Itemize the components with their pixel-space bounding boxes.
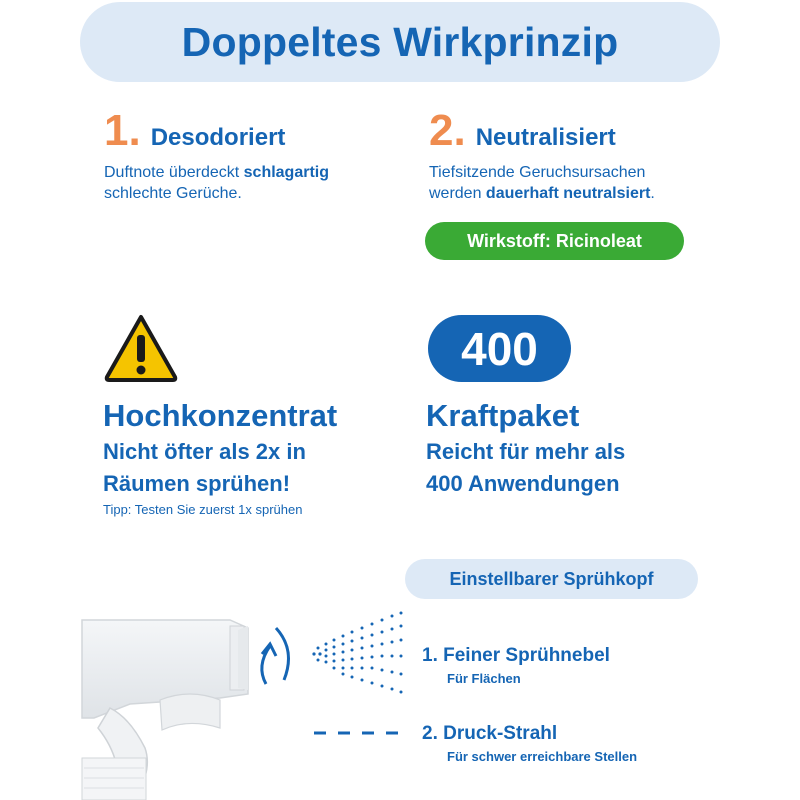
mode-1 bbox=[422, 645, 610, 686]
spray-jet-graphic bbox=[312, 728, 404, 738]
step-1-heading bbox=[104, 106, 404, 156]
step-2-heading bbox=[429, 106, 769, 156]
step-2-text-suffix: . bbox=[650, 185, 655, 202]
step-1-title: Desodoriert bbox=[150, 124, 286, 151]
mode-2 bbox=[422, 723, 637, 764]
page-title: Doppeltes Wirkprinzip bbox=[181, 18, 619, 65]
step-1-block bbox=[104, 106, 404, 204]
spray-mist-graphic bbox=[310, 610, 405, 695]
power-line-1: Reicht für mehr als bbox=[426, 439, 626, 464]
active-ingredient-label: Wirkstoff: Ricinoleat bbox=[467, 230, 642, 251]
step-1-number: 1. bbox=[104, 106, 141, 155]
count-badge bbox=[428, 315, 571, 382]
warning-line-2: Räumen sprühen! bbox=[103, 471, 291, 496]
mode-2-title: 2. Druck-Strahl bbox=[422, 723, 558, 744]
step-1-text-bold: schlagartig bbox=[243, 164, 329, 181]
mode-2-sub: Für schwer erreichbare Stellen bbox=[447, 749, 638, 764]
spray-nozzle-image bbox=[70, 608, 310, 800]
active-ingredient-badge bbox=[425, 222, 684, 260]
step-1-text bbox=[104, 162, 404, 204]
warning-title: Hochkonzentrat bbox=[103, 398, 338, 433]
step-2-text-bold: dauerhaft neutralsiert bbox=[485, 185, 651, 202]
mode-1-title: 1. Feiner Sprühnebel bbox=[422, 645, 610, 666]
power-title: Kraftpaket bbox=[426, 398, 580, 433]
power-block bbox=[426, 398, 726, 500]
step-2-number: 2. bbox=[429, 106, 466, 155]
step-2-title: Neutralisiert bbox=[475, 124, 616, 151]
sprayhead-label-pill bbox=[405, 559, 698, 599]
mode-1-sub: Für Flächen bbox=[447, 671, 521, 686]
count-badge-value: 400 bbox=[461, 322, 538, 375]
step-2-text bbox=[429, 162, 769, 204]
warning-line-1: Nicht öfter als 2x in bbox=[103, 439, 306, 464]
warning-block bbox=[103, 398, 413, 517]
step-2-text-prefix: werden bbox=[429, 185, 486, 202]
step-1-text-prefix: Duftnote überdeckt bbox=[104, 164, 244, 181]
step-1-text-suffix: schlechte Gerüche. bbox=[104, 185, 242, 202]
step-2-block bbox=[429, 106, 769, 204]
warning-tip: Tipp: Testen Sie zuerst 1x sprühen bbox=[103, 502, 303, 517]
sprayhead-label: Einstellbarer Sprühkopf bbox=[449, 568, 654, 589]
warning-triangle-icon bbox=[103, 313, 179, 383]
title-banner bbox=[80, 2, 720, 82]
power-line-2: 400 Anwendungen bbox=[426, 471, 620, 496]
step-2-text-line1: Tiefsitzende Geruchsursachen bbox=[429, 164, 646, 181]
